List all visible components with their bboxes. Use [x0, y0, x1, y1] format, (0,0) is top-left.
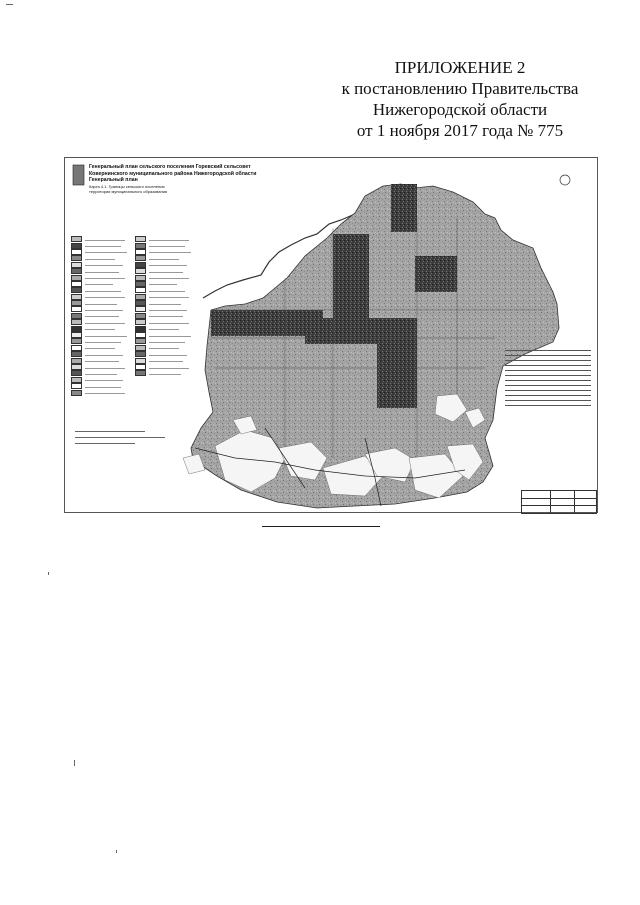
- map-title-line2: Ковернинского муниципального района Нижегородской области: [89, 170, 257, 177]
- map-legend: [71, 224, 195, 414]
- appendix-header: [330, 57, 590, 141]
- map-title-block: [89, 164, 349, 194]
- scan-mark: [74, 760, 75, 766]
- dark-block-south: [377, 318, 417, 408]
- balance-table: [505, 350, 591, 422]
- scan-mark: [6, 4, 13, 5]
- scan-mark: [48, 572, 49, 575]
- map-subtitle-line1: Карта 4.1. Границы сельского поселения: [89, 183, 165, 189]
- appendix-region-line: Нижегородской области: [372, 100, 548, 119]
- appendix-title: ПРИЛОЖЕНИЕ 2: [394, 58, 526, 77]
- north-mark: [560, 175, 570, 185]
- dark-block-mid: [305, 318, 379, 344]
- general-plan-map-sheet: [64, 157, 598, 513]
- legend-column-right: [135, 236, 195, 377]
- map-title-line1: Генеральный план сельского поселения Горевский сельсовет: [89, 164, 251, 170]
- map-title-line3: Генеральный план: [89, 177, 138, 184]
- map-scale-notes: [75, 428, 175, 444]
- dark-block-north: [391, 184, 417, 232]
- appendix-date-line: от 1 ноября 2017 года № 775: [356, 121, 564, 140]
- separator-line: [262, 526, 380, 527]
- legend-column-left: [71, 236, 131, 396]
- scan-mark: [116, 850, 117, 853]
- map-subtitle-line2: территории муниципального образования: [89, 188, 168, 194]
- appendix-ref-line: к постановлению Правительства: [341, 79, 579, 98]
- title-stamp: [521, 490, 597, 514]
- emblem: [73, 165, 84, 185]
- dark-block-east: [415, 256, 457, 292]
